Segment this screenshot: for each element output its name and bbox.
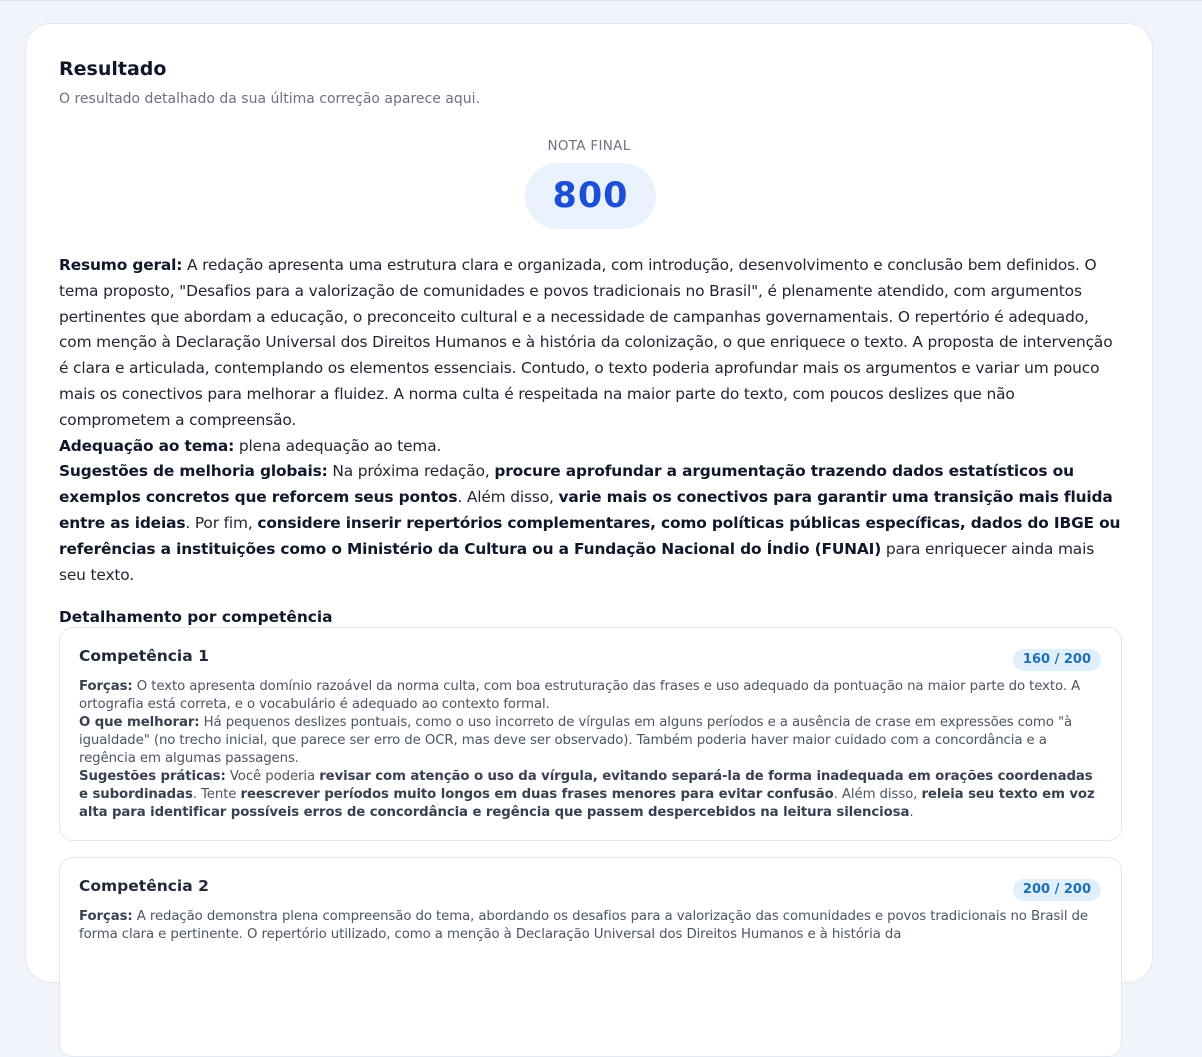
practical-suggestions bbox=[79, 768, 1104, 822]
strengths-text: O texto apresenta domínio razoável da norma culta, com boa estruturação das frases e uso adequado da pontuação na maior parte do texto. A ortografia está correta, e o vocabulário é adequado ao contexto formal. bbox=[79, 679, 1081, 712]
page-subtitle: O resultado detalhado da sua última correção aparece aqui. bbox=[59, 91, 480, 107]
competency-score-badge: 200 / 200 bbox=[1013, 879, 1101, 901]
practical-suggestions-text: Você poderia bbox=[225, 769, 320, 784]
strengths bbox=[79, 908, 1104, 944]
page-title: Resultado bbox=[59, 58, 167, 80]
competency-section-title: Detalhamento por competência bbox=[59, 608, 333, 626]
final-score-badge bbox=[525, 163, 656, 229]
general-summary bbox=[59, 253, 1125, 434]
improvements-label: O que melhorar: bbox=[79, 715, 200, 730]
strengths bbox=[79, 678, 1104, 714]
global-suggestions-highlight: varie mais os conectivos para garantir uma transição mais fluida entre as ideias bbox=[59, 488, 1113, 532]
practical-suggestions-text: . bbox=[909, 805, 914, 820]
practical-suggestions-highlight: revisar com atenção o uso da vírgula, evitando separá-la de forma inadequada em orações coordenadas e subordinadas bbox=[79, 769, 1093, 802]
general-summary-label: Resumo geral: bbox=[59, 256, 183, 274]
global-suggestions bbox=[59, 459, 1125, 588]
final-score-label: NOTA FINAL bbox=[547, 138, 631, 154]
competency-body bbox=[79, 908, 1104, 944]
global-suggestions-text: . Por fim, bbox=[185, 513, 258, 532]
practical-suggestions-highlight: reescrever períodos muito longos em duas frases menores para evitar confusão bbox=[240, 787, 834, 802]
practical-suggestions-highlight: releia seu texto em voz alta para identificar possíveis erros de concordância e regência que passem despercebidos na leitura silenciosa bbox=[79, 787, 1095, 820]
general-summary-text: A redação apresenta uma estrutura clara e organizada, com introdução, desenvolvimento e conclusão bem definidos. O tema proposto, "Desafios para a valorização de comunidades e povos tradicionais no Brasil", é plenamente atendido, com argumentos pertinentes que abordam a educação, o preconceito cultural e a necessidade de campanhas governamentais. O repertório é adequado, com menção à Declaração Universal dos Direitos Humanos e à história da colonização, o que enriquece o texto. A proposta de intervenção é clara e articulada, contemplando os elementos essenciais. Contudo, o texto poderia aprofundar mais os argumentos e variar um pouco mais os conectivos para melhorar a fluidez. A norma culta é respeitada na maior parte do texto, com poucos deslizes que não comprometem a compreensão. bbox=[59, 256, 1113, 429]
practical-suggestions-text: . Além disso, bbox=[833, 787, 922, 802]
strengths-text: A redação demonstra plena compreensão do tema, abordando os desafios para a valorização das comunidades e povos tradicionais no Brasil de forma clara e pertinente. O repertório utilizado, como a menção à Declaração Universal dos Direitos Humanos e à história da bbox=[79, 909, 1088, 942]
competency-body bbox=[79, 678, 1104, 822]
summary-block bbox=[59, 253, 1125, 588]
top-divider bbox=[0, 0, 1202, 1]
competency-card bbox=[59, 627, 1122, 841]
strengths-label: Forças: bbox=[79, 909, 133, 924]
strengths-label: Forças: bbox=[79, 679, 133, 694]
global-suggestions-highlight: procure aprofundar a argumentação trazendo dados estatísticos ou exemplos concretos que reforcem seus pontos bbox=[59, 462, 1074, 507]
global-suggestions-highlight: considere inserir repertórios complementares, como políticas públicas específicas, dados do IBGE ou referências a instituições como o Ministério da Cultura ou a Fundação Nacional do Índio (FUNAI) bbox=[59, 513, 1121, 558]
theme-adequacy-text: plena adequação ao tema. bbox=[234, 436, 442, 455]
theme-adequacy-label: Adequação ao tema: bbox=[59, 436, 235, 455]
global-suggestions-label: Sugestões de melhoria globais: bbox=[59, 462, 328, 481]
global-suggestions-text: para enriquecer ainda mais seu texto. bbox=[59, 539, 1095, 584]
competency-score-badge: 160 / 200 bbox=[1013, 649, 1101, 671]
competency-title: Competência 1 bbox=[79, 647, 209, 665]
improvements bbox=[79, 714, 1104, 768]
practical-suggestions-label: Sugestões práticas: bbox=[79, 769, 226, 784]
competency-card bbox=[59, 857, 1122, 1057]
final-score-value: 800 bbox=[552, 176, 629, 216]
global-suggestions-text: . Além disso, bbox=[457, 488, 559, 507]
theme-adequacy bbox=[59, 434, 1125, 460]
improvements-text: Há pequenos deslizes pontuais, como o uso incorreto de vírgulas em alguns períodos e a ausência de crase em expressões como "à igualdade" (no trecho inicial, que parece ser erro de OCR, mas deve ser observado). Também poderia haver maior cuidado com a concordância e a regência em algumas passagens. bbox=[79, 715, 1073, 766]
global-suggestions-text: Na próxima redação, bbox=[327, 462, 495, 481]
competency-title: Competência 2 bbox=[79, 877, 209, 895]
practical-suggestions-text: . Tente bbox=[192, 787, 241, 802]
result-card bbox=[25, 23, 1153, 983]
